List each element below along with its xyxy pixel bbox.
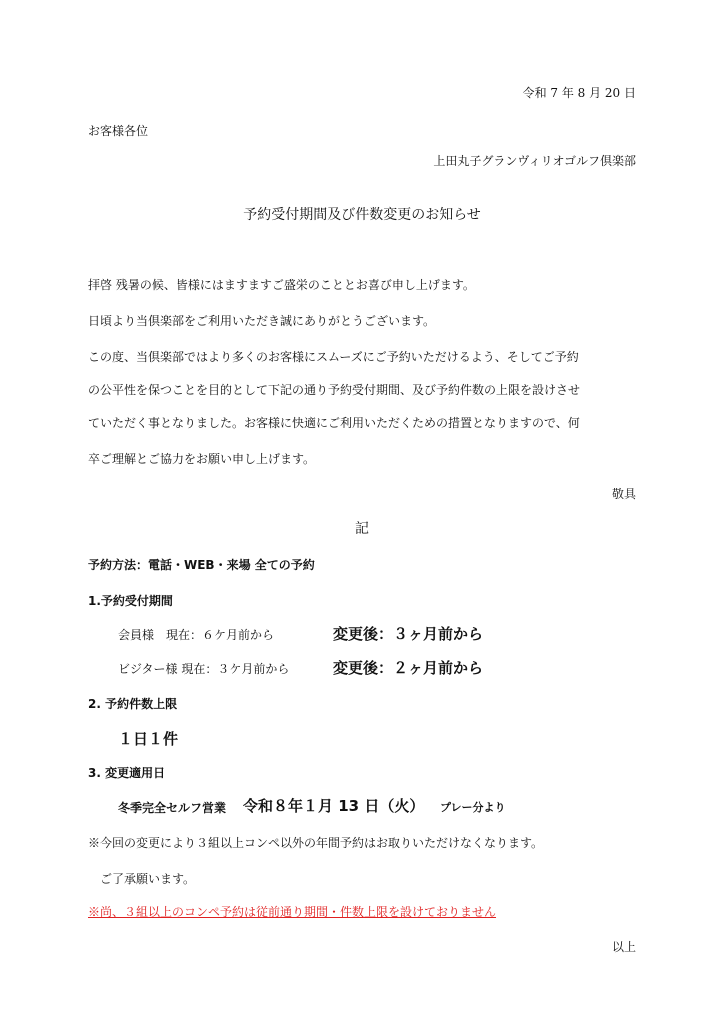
member-new: 変更後：３ヶ月前から bbox=[333, 625, 484, 643]
member-current: 会員様 現在：６ケ月前から bbox=[118, 628, 275, 642]
effective-prefix: 冬季完全セルフ営業 bbox=[118, 801, 227, 815]
body-line-3: この度、当倶楽部ではより多くのお客様にスムーズにご予約いただけるよう、そしてご予約 bbox=[88, 350, 579, 364]
body-line-2: 日頃より当倶楽部をご利用いただき誠にありがとうございます。 bbox=[88, 314, 436, 328]
section2-heading: 2. 予約件数上限 bbox=[88, 697, 178, 711]
effective-date: 令和８年１月 13 日（火） bbox=[243, 797, 425, 815]
section1-heading: 1.予約受付期間 bbox=[88, 594, 173, 608]
sender: 上田丸子グランヴィリオゴルフ倶楽部 bbox=[433, 154, 636, 168]
body-line-6: 卒ご理解とご協力をお願い申し上げます。 bbox=[88, 452, 316, 466]
body-line-4: の公平性を保つことを目的として下記の通り予約受付期間、及び予約件数の上限を設けさせ bbox=[88, 383, 581, 397]
date: 令和 7 年 8 月 20 日 bbox=[522, 86, 636, 100]
body-line-1: 拝啓 残暑の候、皆様にはますますご盛栄のこととお喜び申し上げます。 bbox=[88, 278, 475, 292]
ki-heading: 記 bbox=[355, 521, 369, 537]
effective-suffix: プレー分より bbox=[440, 801, 506, 814]
section3-heading: 3. 変更適用日 bbox=[88, 766, 166, 780]
note-1: ※今回の変更により３組以上コンペ以外の年間予約はお取りいただけなくなります。 bbox=[88, 836, 544, 850]
reservation-limit: １日１件 bbox=[118, 730, 179, 748]
end-mark: 以上 bbox=[611, 940, 636, 954]
page-title: 予約受付期間及び件数変更のお知らせ bbox=[243, 207, 481, 223]
reservation-method: 予約方法：電話・WEB・来場 全ての予約 bbox=[88, 558, 315, 572]
addressee: お客様各位 bbox=[88, 124, 149, 138]
note-red: ※尚、３組以上のコンペ予約は従前通り期間・件数上限を設けておりません bbox=[88, 905, 497, 919]
closing: 敬具 bbox=[611, 487, 636, 501]
body-line-5: ていただく事となりました。お客様に快適にご利用いただくための措置となりますので、何 bbox=[88, 416, 580, 430]
visitor-new: 変更後：２ヶ月前から bbox=[333, 659, 484, 677]
note-2: ご了承願います。 bbox=[100, 872, 196, 886]
visitor-current: ビジター様 現在：３ケ月前から bbox=[118, 662, 290, 676]
